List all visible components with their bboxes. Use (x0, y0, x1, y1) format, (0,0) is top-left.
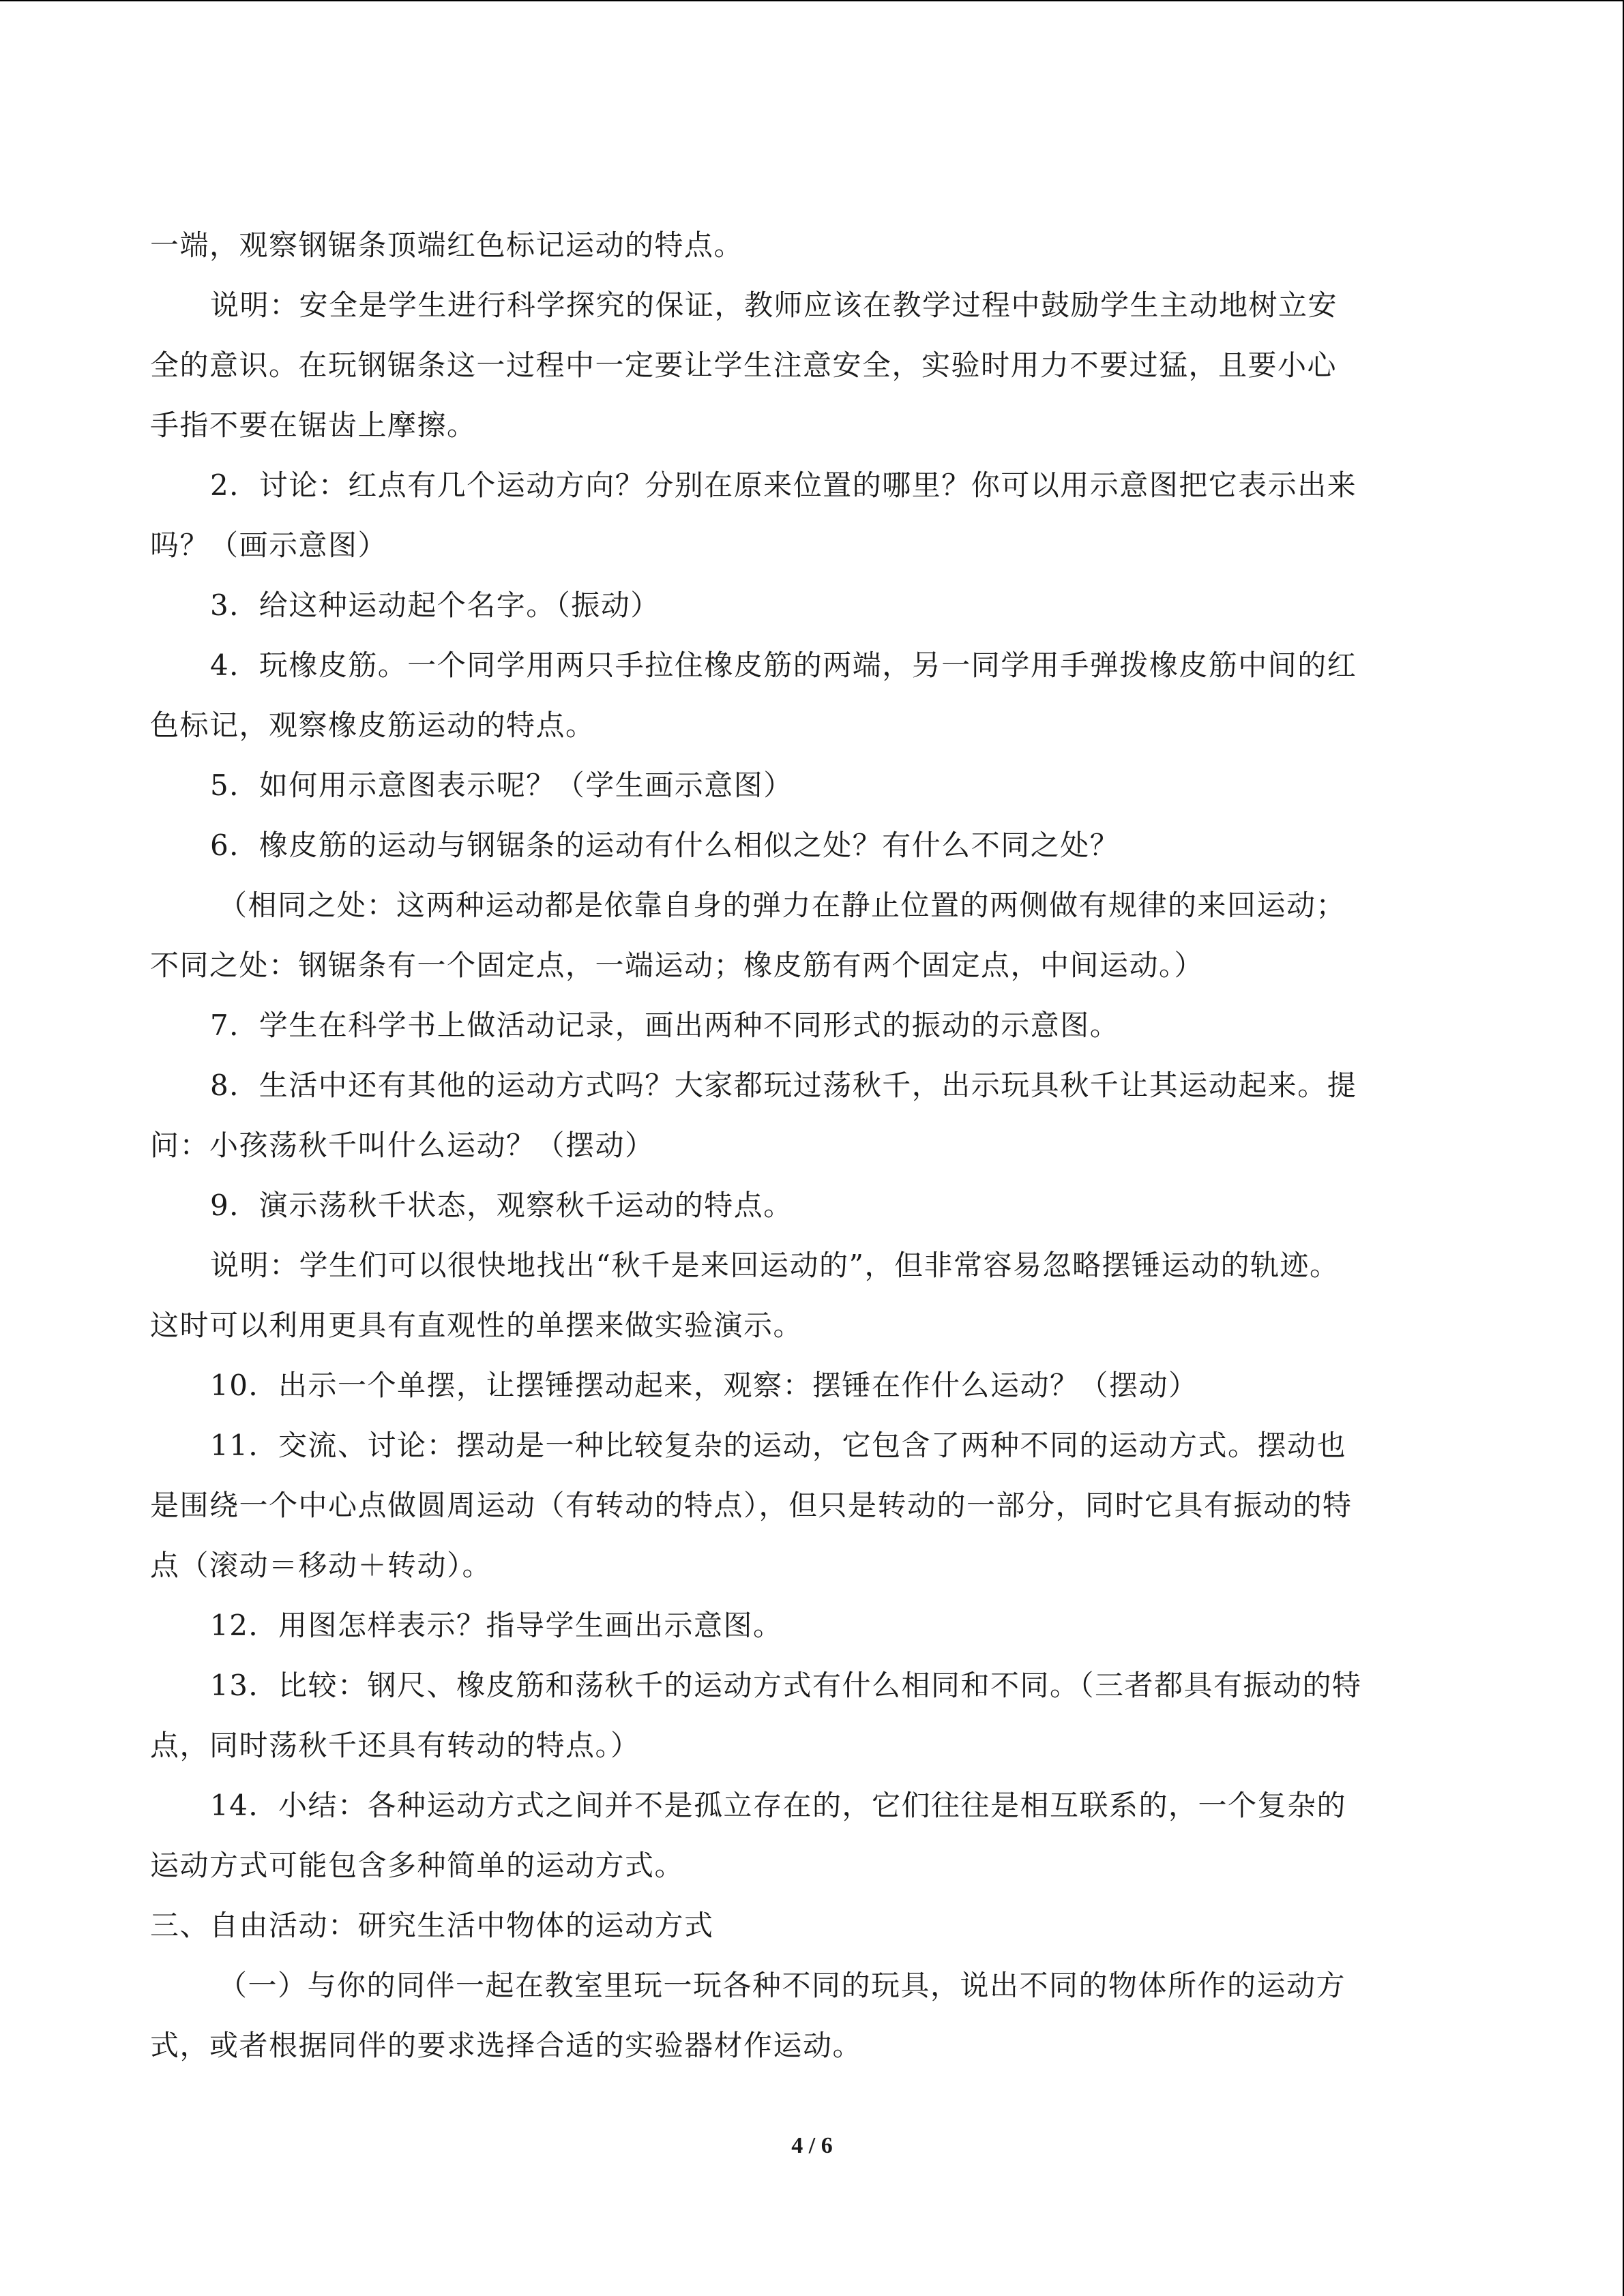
text-line: 全的意识。在玩钢锯条这一过程中一定要让学生注意安全，实验时用力不要过猛，且要小心 (150, 348, 1338, 382)
text-line: 10．出示一个单摆，让摆锤摆动起来，观察：摆锤在作什么运动？（摆动） (210, 1369, 1198, 1402)
text-line: 一端，观察钢锯条顶端红色标记运动的特点。 (150, 228, 744, 262)
text-line: 是围绕一个中心点做圆周运动（有转动的特点），但只是转动的一部分，同时它具有振动的特 (150, 1489, 1353, 1522)
text-line: 11．交流、讨论：摆动是一种比较复杂的运动，它包含了两种不同的运动方式。摆动也 (210, 1429, 1346, 1462)
section-heading: 三、自由活动：研究生活中物体的运动方式 (150, 1909, 714, 1942)
text-line: 说明：学生们可以很快地找出“秋千是来回运动的”，但非常容易忽略摆锤运动的轨迹。 (210, 1249, 1340, 1282)
text-line: 手指不要在锯齿上摩擦。 (150, 408, 477, 442)
text-line: 3．给这种运动起个名字。（振动） (210, 588, 660, 622)
text-line: （相同之处：这两种运动都是依靠自身的弹力在静止位置的两侧做有规律的来回运动； (218, 889, 1346, 922)
text-line: 这时可以利用更具有直观性的单摆来做实验演示。 (150, 1309, 803, 1342)
text-line: 5．如何用示意图表示呢？（学生画示意图） (210, 769, 793, 802)
text-line: 不同之处：钢锯条有一个固定点，一端运动；橡皮筋有两个固定点，中间运动。） (150, 949, 1205, 982)
text-line: 吗？（画示意图） (150, 528, 388, 562)
text-line: 点，同时荡秋千还具有转动的特点。） (150, 1729, 640, 1762)
text-line: 6．橡皮筋的运动与钢锯条的运动有什么相似之处？有什么不同之处？ (210, 829, 1120, 862)
text-line: 7．学生在科学书上做活动记录，画出两种不同形式的振动的示意图。 (210, 1009, 1120, 1042)
text-line: 12．用图怎样表示？指导学生画出示意图。 (210, 1609, 783, 1642)
text-line: 说明：安全是学生进行科学探究的保证，教师应该在教学过程中鼓励学生主动地树立安 (210, 288, 1338, 322)
text-line: 运动方式可能包含多种简单的运动方式。 (150, 1849, 685, 1882)
text-line: （一）与你的同伴一起在教室里玩一玩各种不同的玩具，说出不同的物体所作的运动方 (218, 1969, 1346, 2002)
text-line: 点（滚动＝移动＋转动）。 (150, 1549, 492, 1582)
text-line: 问：小孩荡秋千叫什么运动？（摆动） (150, 1129, 655, 1162)
text-line: 4．玩橡皮筋。一个同学用两只手拉住橡皮筋的两端，另一同学用手弹拨橡皮筋中间的红 (210, 648, 1357, 682)
text-line: 13．比较：钢尺、橡皮筋和荡秋千的运动方式有什么相同和不同。（三者都具有振动的特 (210, 1669, 1362, 1702)
text-line: 色标记，观察橡皮筋运动的特点。 (150, 709, 595, 742)
text-line: 14．小结：各种运动方式之间并不是孤立存在的，它们往往是相互联系的，一个复杂的 (210, 1789, 1346, 1822)
text-line: 8．生活中还有其他的运动方式吗？大家都玩过荡秋千，出示玩具秋千让其运动起来。提 (210, 1069, 1357, 1102)
page-number: 4 / 6 (791, 2133, 833, 2158)
document-body (150, 215, 1480, 2076)
text-line: 式，或者根据同伴的要求选择合适的实验器材作运动。 (150, 2029, 863, 2062)
text-line: 2．讨论：红点有几个运动方向？分别在原来位置的哪里？你可以用示意图把它表示出来 (210, 468, 1357, 502)
text-line: 9．演示荡秋千状态，观察秋千运动的特点。 (210, 1189, 793, 1222)
